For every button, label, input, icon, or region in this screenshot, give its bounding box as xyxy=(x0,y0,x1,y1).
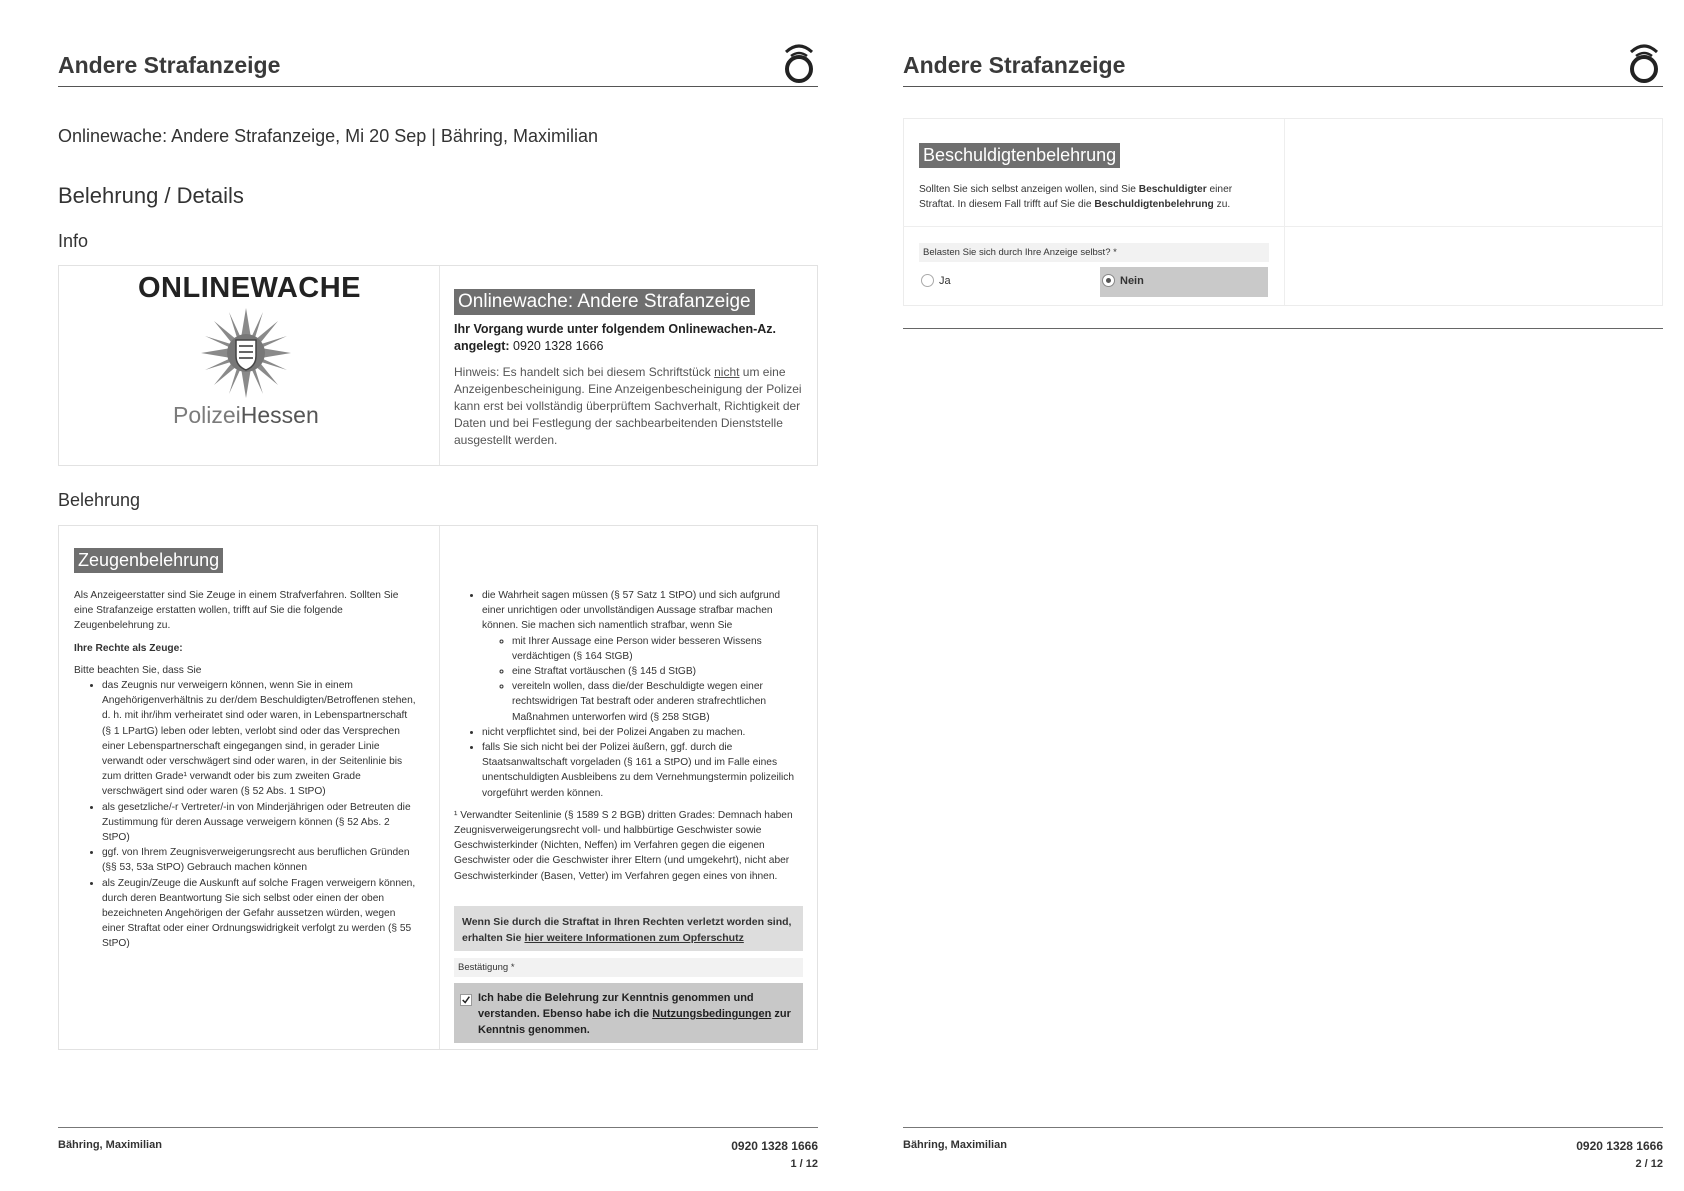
info-box-tag: Onlinewache: Andere Strafanzeige xyxy=(454,289,755,315)
footnote: ¹ Verwandter Seitenlinie (§ 1589 S 2 BGB) dritten Grades: Demnach haben Zeugnisverweigerungsrecht voll- und halbbürtige Geschwister sowie Geschwisterkinder (Nichten, Neffen) im Verfahren gegen die eigenen Geschwister oder die Geschwister ihrer Eltern (und umgekehrt), nicht aber Geschwisterkinder (Basen, Vetter) im Verfahren gegen eines von ihnen. xyxy=(454,809,793,882)
rights-title: Ihre Rechte als Zeuge: xyxy=(74,642,183,654)
header-divider xyxy=(903,86,1663,87)
footer-reference: 0920 1328 1666 xyxy=(1576,1139,1663,1153)
opferschutz-link[interactable]: hier weitere Informationen zum Opferschutz xyxy=(524,932,744,944)
rights-list xyxy=(74,678,419,952)
info-heading: Info xyxy=(58,231,89,251)
list-item: • das Zeugnis nur verweigern können, wenn Sie in einem Angehörigenverhältnis zu der/dem Beschuldigten/Betroffenen stehen, d. h. mit ihr/ihm verheiratet sind oder waren, in Lebenspartnerschaft (§ 1 LPartG) leben oder lebten, verlobt sind oder das Versprechen einer Lebenspartnerschaft eingegangen sind, in gerader Linie verwandt oder verschwägert sind oder waren, in der Seitenlinie bis zum dritten Grade¹ verwandt oder bis zum zweiten Grade verschwägert sind oder waren (§ 52 Abs. 1 StPO) xyxy=(102,678,419,800)
nutzungsbedingungen-link[interactable]: Nutzungsbedingungen xyxy=(652,1008,772,1020)
zeugen-duties-column xyxy=(454,588,799,884)
beschuldigtenbelehrung-tag: Beschuldigtenbelehrung xyxy=(919,143,1120,168)
polizei-hessen-wordmark: PolizeiHessen xyxy=(173,402,319,428)
police-star-icon xyxy=(201,308,291,398)
beschuldigten-text: Sollten Sie sich selbst anzeigen wollen, sind Sie Beschuldigter einer Straftat. In diesem Fall trifft auf Sie die Beschuldigtenbelehrung zu. xyxy=(919,184,1233,211)
list-item: • falls Sie sich nicht bei der Polizei äußern, ggf. durch die Staatsanwaltschaft vorgeladen (§ 161 a StPO) und im Falle eines unentschuldigten Ausbleibens zu dem Vernehmungstermin polizeilich vorgeführt werden können. xyxy=(482,740,799,801)
section-title: Belehrung / Details xyxy=(58,183,244,208)
confirmation-checkbox-field[interactable] xyxy=(454,983,803,1043)
list-item: • als Zeugin/Zeuge die Auskunft auf solche Fragen verweigern können, durch deren Beantwortung Sie sich selbst oder einen der oben bezeichneten Angehörigen der Gefahr aussetzen würden, wegen einer Straftat oder einer Ordnungswidrigkeit verfolgt zu werden (§ 55 StPO) xyxy=(102,876,419,952)
radio-ja[interactable] xyxy=(919,267,1089,297)
radio-unchecked-icon[interactable] xyxy=(921,274,934,287)
confirmation-text: Ich habe die Belehrung zur Kenntnis genommen und verstanden. Ebenso habe ich die xyxy=(478,992,754,1020)
duties-sublist xyxy=(482,634,799,725)
page-header-title: Andere Strafanzeige xyxy=(58,52,281,78)
radio-label: Nein xyxy=(1120,275,1144,287)
belehrung-heading: Belehrung xyxy=(58,490,141,510)
info-box-divider xyxy=(439,266,440,465)
footer-name: Bähring, Maximilian xyxy=(58,1139,162,1151)
page-header-title: Andere Strafanzeige xyxy=(903,52,1126,78)
report-subline: Onlinewache: Andere Strafanzeige, Mi 20 Sep | Bähring, Maximilian xyxy=(58,126,598,146)
list-item: ◦ mit Ihrer Aussage eine Person wider besseren Wissens verdächtigen (§ 164 StGB) xyxy=(512,634,799,664)
confirmation-label: Bestätigung * xyxy=(454,958,803,977)
list-item: • nicht verpflichtet sind, bei der Polizei Angaben zu machen. xyxy=(482,725,799,740)
rights-intro: Bitte beachten Sie, dass Sie xyxy=(74,664,202,676)
reference-number-text: Ihr Vorgang wurde unter folgendem Onlinewachen-Az. angelegt: 0920 1328 1666 xyxy=(454,322,777,353)
radio-nein[interactable] xyxy=(1100,267,1268,297)
section-end-divider xyxy=(903,328,1663,329)
list-item: ◦ eine Straftat vortäuschen (§ 145 d StGB) xyxy=(512,664,799,679)
zeugenbelehrung-tag: Zeugenbelehrung xyxy=(74,548,223,573)
confirmation-text-end: zur Kenntnis genommen. xyxy=(478,1008,791,1036)
page-number: 2 / 12 xyxy=(1635,1158,1663,1170)
radio-label: Ja xyxy=(939,275,951,287)
header-divider xyxy=(58,86,818,87)
page-number: 1 / 12 xyxy=(790,1158,818,1170)
footer-divider xyxy=(903,1127,1663,1128)
footer-divider xyxy=(58,1127,818,1128)
self-incrimination-question: Belasten Sie sich durch Ihre Anzeige selbst? * xyxy=(919,243,1269,262)
row-divider xyxy=(903,226,1663,227)
zeugen-intro: Als Anzeigeerstatter sind Sie Zeuge in einem Strafverfahren. Sollten Sie eine Strafanzeige erstatten wollen, trifft auf Sie die folgende Zeugenbelehrung zu. xyxy=(74,590,399,632)
brand-logo-icon xyxy=(1627,40,1661,84)
page-2 xyxy=(903,0,1663,1191)
footer-name: Bähring, Maximilian xyxy=(903,1139,1007,1151)
list-item: • ggf. von Ihrem Zeugnisverweigerungsrecht aus beruflichen Gründen (§§ 53, 53a StPO) Gebrauch machen können xyxy=(102,845,419,875)
onlinewache-wordmark: ONLINEWACHE xyxy=(138,272,361,304)
hint-text: Hinweis: Es handelt sich bei diesem Schriftstück nicht um eine Anzeigenbescheinigung. Eine Anzeigenbescheinigung der Polizei kann erst bei vollständig überprüftem Sachverhalt, Richtigkeit der Daten und bei Festlegung der sachbearbeitenden Dienststelle ausgestellt werden. xyxy=(454,365,802,447)
zeugen-rights-column xyxy=(74,588,419,952)
list-item: ◦ vereiteln wollen, dass die/der Beschuldigte wegen einer rechtswidrigen Tat bestraft oder anderen strafrechtlichen Maßnahmen unterworfen wird (§ 258 StGB) xyxy=(512,679,799,725)
duties-list xyxy=(454,588,799,801)
beschuldigten-box-divider xyxy=(1284,119,1285,305)
belehrung-box-divider xyxy=(439,526,440,1049)
list-item: • die Wahrheit sagen müssen (§ 57 Satz 1 StPO) und sich aufgrund einer unrichtigen oder unvollständigen Aussage strafbar machen können. Sie machen sich namentlich strafbar, wenn Sie ◦ mit Ihrer Aussage eine Person wider besseren Wissens verdächtigen (§ 164 StGB) ◦ eine Straftat vortäuschen (§ 145 d StGB) ◦ vereiteln wollen, dass die/der Beschuldigte wegen einer rechtswidrigen Tat bestraft oder anderen strafrechtlichen Maßnahmen unterworfen wird (§ 258 StGB) xyxy=(482,588,799,725)
list-item: • als gesetzliche/-r Vertreter/-in von Minderjährigen oder Betreuten die Zustimmung für deren Aussage verweigern können (§ 52 Abs. 2 StPO) xyxy=(102,800,419,846)
page-1 xyxy=(58,0,818,1191)
radio-checked-icon[interactable] xyxy=(1102,274,1115,287)
checkbox-checked-icon[interactable] xyxy=(460,994,472,1006)
brand-logo-icon xyxy=(782,40,816,84)
footer-reference: 0920 1328 1666 xyxy=(731,1139,818,1153)
opferschutz-note: Wenn Sie durch die Straftat in Ihren Rechten verletzt worden sind, erhalten Sie hier weitere Informationen zum Opferschutz xyxy=(454,906,803,951)
